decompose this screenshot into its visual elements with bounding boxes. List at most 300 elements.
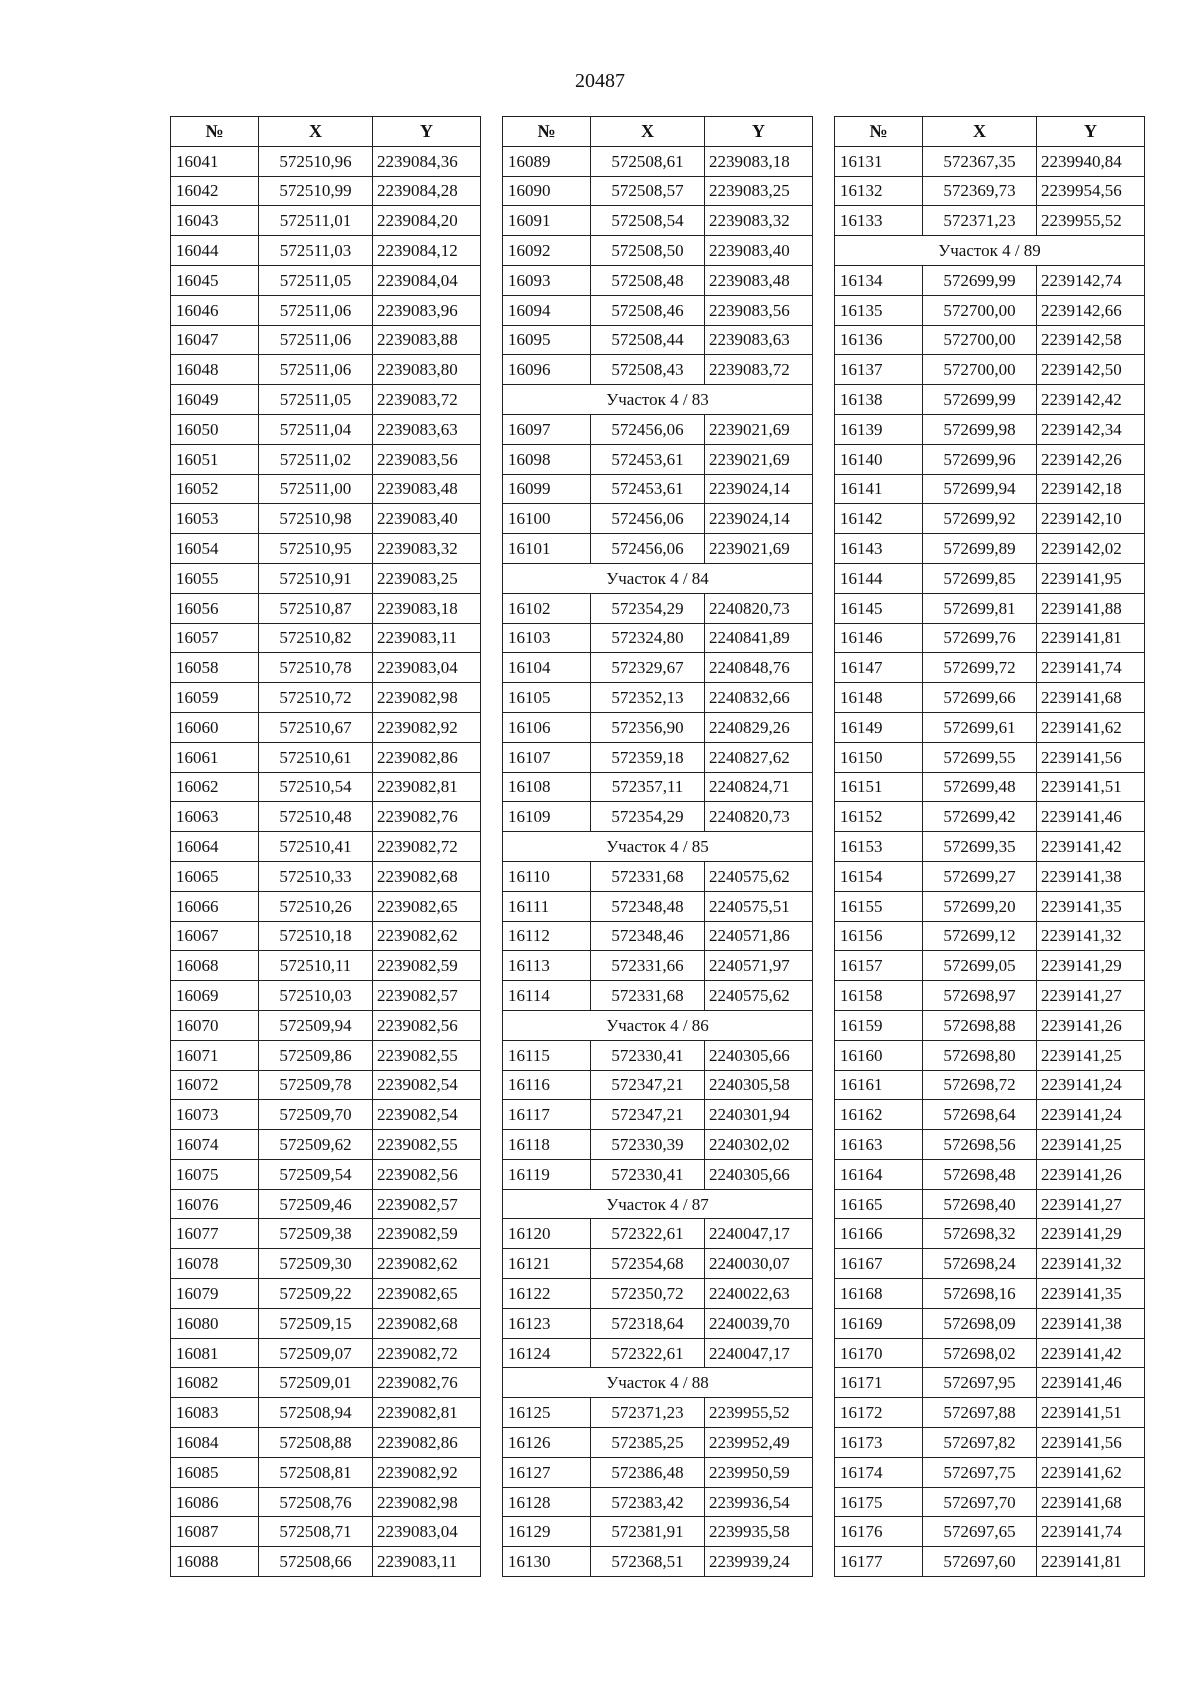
point-number: 16129: [503, 1517, 591, 1547]
point-number: 16042: [171, 176, 259, 206]
y-coordinate: 2239082,62: [373, 921, 481, 951]
point-number: 16154: [835, 861, 923, 891]
x-coordinate: 572509,01: [259, 1368, 373, 1398]
table-row: [835, 772, 1145, 802]
table-row: [503, 623, 813, 653]
point-number: 16162: [835, 1100, 923, 1130]
table-row: [835, 623, 1145, 653]
section-row: [503, 1189, 813, 1219]
y-coordinate: 2239141,74: [1037, 1517, 1145, 1547]
table-row: [835, 1547, 1145, 1577]
x-coordinate: 572509,70: [259, 1100, 373, 1130]
y-coordinate: 2239083,48: [373, 474, 481, 504]
y-coordinate: 2239141,62: [1037, 712, 1145, 742]
table-row: [835, 1487, 1145, 1517]
x-coordinate: 572508,66: [259, 1547, 373, 1577]
point-number: 16085: [171, 1457, 259, 1487]
x-coordinate: 572698,09: [923, 1308, 1037, 1338]
x-coordinate: 572511,01: [259, 206, 373, 236]
y-coordinate: 2239083,04: [373, 653, 481, 683]
table-header-row: [835, 117, 1145, 147]
y-coordinate: 2239083,72: [705, 355, 813, 385]
y-coordinate: 2239021,69: [705, 534, 813, 564]
table-row: [835, 802, 1145, 832]
x-coordinate: 572509,15: [259, 1308, 373, 1338]
x-coordinate: 572509,54: [259, 1159, 373, 1189]
x-coordinate: 572510,72: [259, 683, 373, 713]
table-row: [503, 981, 813, 1011]
point-number: 16151: [835, 772, 923, 802]
table-row: [835, 1070, 1145, 1100]
y-coordinate: 2239083,80: [373, 355, 481, 385]
y-coordinate: 2239083,56: [373, 444, 481, 474]
x-coordinate: 572509,62: [259, 1130, 373, 1160]
x-coordinate: 572509,22: [259, 1279, 373, 1309]
table-row: [171, 1279, 481, 1309]
point-number: 16106: [503, 712, 591, 742]
table-row: [171, 1398, 481, 1428]
y-coordinate: 2239935,58: [705, 1517, 813, 1547]
y-coordinate: 2239141,26: [1037, 1010, 1145, 1040]
section-row: [835, 236, 1145, 266]
x-coordinate: 572697,88: [923, 1398, 1037, 1428]
x-coordinate: 572322,61: [591, 1338, 705, 1368]
point-number: 16173: [835, 1428, 923, 1458]
y-coordinate: 2239083,32: [373, 534, 481, 564]
x-coordinate: 572697,95: [923, 1368, 1037, 1398]
point-number: 16066: [171, 891, 259, 921]
point-number: 16070: [171, 1010, 259, 1040]
x-coordinate: 572352,13: [591, 683, 705, 713]
point-number: 16130: [503, 1547, 591, 1577]
point-number: 16119: [503, 1159, 591, 1189]
point-number: 16080: [171, 1308, 259, 1338]
point-number: 16041: [171, 146, 259, 176]
table-row: [503, 414, 813, 444]
point-number: 16091: [503, 206, 591, 236]
point-number: 16079: [171, 1279, 259, 1309]
point-number: 16165: [835, 1189, 923, 1219]
y-coordinate: 2239141,46: [1037, 802, 1145, 832]
table-row: [503, 1040, 813, 1070]
y-coordinate: 2239083,88: [373, 325, 481, 355]
header-number: №: [503, 117, 591, 147]
x-coordinate: 572697,75: [923, 1457, 1037, 1487]
y-coordinate: 2240047,17: [705, 1219, 813, 1249]
table-row: [835, 1219, 1145, 1249]
y-coordinate: 2239082,65: [373, 891, 481, 921]
point-number: 16100: [503, 504, 591, 534]
table-row: [835, 563, 1145, 593]
y-coordinate: 2239141,68: [1037, 683, 1145, 713]
table-row: [835, 265, 1145, 295]
x-coordinate: 572509,07: [259, 1338, 373, 1368]
y-coordinate: 2239955,52: [1037, 206, 1145, 236]
point-number: 16144: [835, 563, 923, 593]
y-coordinate: 2239141,24: [1037, 1100, 1145, 1130]
y-coordinate: 2239142,58: [1037, 325, 1145, 355]
y-coordinate: 2239955,52: [705, 1398, 813, 1428]
table-row: [503, 236, 813, 266]
point-number: 16128: [503, 1487, 591, 1517]
x-coordinate: 572510,91: [259, 563, 373, 593]
x-coordinate: 572508,76: [259, 1487, 373, 1517]
point-number: 16054: [171, 534, 259, 564]
x-coordinate: 572510,95: [259, 534, 373, 564]
x-coordinate: 572510,26: [259, 891, 373, 921]
table-row: [171, 1428, 481, 1458]
header-x: X: [923, 117, 1037, 147]
y-coordinate: 2239141,25: [1037, 1040, 1145, 1070]
table-row: [835, 1398, 1145, 1428]
y-coordinate: 2239082,86: [373, 742, 481, 772]
y-coordinate: 2239141,35: [1037, 891, 1145, 921]
x-coordinate: 572509,78: [259, 1070, 373, 1100]
x-coordinate: 572510,18: [259, 921, 373, 951]
table-row: [503, 1249, 813, 1279]
point-number: 16169: [835, 1308, 923, 1338]
x-coordinate: 572699,27: [923, 861, 1037, 891]
x-coordinate: 572511,00: [259, 474, 373, 504]
x-coordinate: 572330,39: [591, 1130, 705, 1160]
point-number: 16138: [835, 385, 923, 415]
point-number: 16090: [503, 176, 591, 206]
x-coordinate: 572698,72: [923, 1070, 1037, 1100]
y-coordinate: 2239082,57: [373, 981, 481, 1011]
x-coordinate: 572699,94: [923, 474, 1037, 504]
point-number: 16146: [835, 623, 923, 653]
x-coordinate: 572510,78: [259, 653, 373, 683]
point-number: 16065: [171, 861, 259, 891]
table-row: [171, 951, 481, 981]
y-coordinate: 2239082,54: [373, 1100, 481, 1130]
table-row: [171, 1249, 481, 1279]
point-number: 16170: [835, 1338, 923, 1368]
y-coordinate: 2240305,66: [705, 1159, 813, 1189]
x-coordinate: 572697,70: [923, 1487, 1037, 1517]
x-coordinate: 572509,30: [259, 1249, 373, 1279]
point-number: 16074: [171, 1130, 259, 1160]
x-coordinate: 572698,97: [923, 981, 1037, 1011]
x-coordinate: 572510,82: [259, 623, 373, 653]
point-number: 16150: [835, 742, 923, 772]
y-coordinate: 2240827,62: [705, 742, 813, 772]
table-row: [171, 653, 481, 683]
table-row: [171, 1338, 481, 1368]
y-coordinate: 2239141,32: [1037, 921, 1145, 951]
table-row: [835, 444, 1145, 474]
x-coordinate: 572699,55: [923, 742, 1037, 772]
y-coordinate: 2239083,96: [373, 295, 481, 325]
x-coordinate: 572371,23: [923, 206, 1037, 236]
table-row: [503, 951, 813, 981]
x-coordinate: 572699,85: [923, 563, 1037, 593]
table-row: [835, 653, 1145, 683]
section-title: Участок 4 / 88: [503, 1368, 813, 1398]
point-number: 16104: [503, 653, 591, 683]
point-number: 16166: [835, 1219, 923, 1249]
table-row: [835, 1100, 1145, 1130]
table-row: [171, 981, 481, 1011]
point-number: 16159: [835, 1010, 923, 1040]
y-coordinate: 2239082,68: [373, 1308, 481, 1338]
point-number: 16076: [171, 1189, 259, 1219]
table-row: [503, 1547, 813, 1577]
y-coordinate: 2239083,72: [373, 385, 481, 415]
point-number: 16140: [835, 444, 923, 474]
x-coordinate: 572348,46: [591, 921, 705, 951]
point-number: 16062: [171, 772, 259, 802]
x-coordinate: 572331,66: [591, 951, 705, 981]
y-coordinate: 2239082,56: [373, 1010, 481, 1040]
y-coordinate: 2240571,86: [705, 921, 813, 951]
y-coordinate: 2239141,81: [1037, 1547, 1145, 1577]
x-coordinate: 572511,05: [259, 385, 373, 415]
point-number: 16060: [171, 712, 259, 742]
x-coordinate: 572508,94: [259, 1398, 373, 1428]
table-row: [503, 1398, 813, 1428]
y-coordinate: 2239082,81: [373, 1398, 481, 1428]
x-coordinate: 572510,67: [259, 712, 373, 742]
table-row: [835, 206, 1145, 236]
point-number: 16153: [835, 832, 923, 862]
point-number: 16110: [503, 861, 591, 891]
x-coordinate: 572700,00: [923, 355, 1037, 385]
point-number: 16069: [171, 981, 259, 1011]
y-coordinate: 2239142,42: [1037, 385, 1145, 415]
table-row: [171, 504, 481, 534]
point-number: 16135: [835, 295, 923, 325]
point-number: 16171: [835, 1368, 923, 1398]
x-coordinate: 572511,06: [259, 325, 373, 355]
y-coordinate: 2239141,56: [1037, 1428, 1145, 1458]
x-coordinate: 572508,54: [591, 206, 705, 236]
y-coordinate: 2239024,14: [705, 504, 813, 534]
header-number: №: [835, 117, 923, 147]
x-coordinate: 572698,16: [923, 1279, 1037, 1309]
x-coordinate: 572383,42: [591, 1487, 705, 1517]
table-row: [835, 1457, 1145, 1487]
point-number: 16108: [503, 772, 591, 802]
point-number: 16055: [171, 563, 259, 593]
x-coordinate: 572697,82: [923, 1428, 1037, 1458]
y-coordinate: 2239141,42: [1037, 832, 1145, 862]
coordinates-table-3: [834, 116, 1145, 1577]
table-row: [503, 1100, 813, 1130]
table-header-row: [503, 117, 813, 147]
y-coordinate: 2240824,71: [705, 772, 813, 802]
point-number: 16058: [171, 653, 259, 683]
section-title: Участок 4 / 89: [835, 236, 1145, 266]
x-coordinate: 572356,90: [591, 712, 705, 742]
table-row: [835, 1517, 1145, 1547]
table-row: [835, 683, 1145, 713]
y-coordinate: 2239142,50: [1037, 355, 1145, 385]
point-number: 16113: [503, 951, 591, 981]
y-coordinate: 2239141,27: [1037, 981, 1145, 1011]
point-number: 16139: [835, 414, 923, 444]
point-number: 16095: [503, 325, 591, 355]
point-number: 16122: [503, 1279, 591, 1309]
point-number: 16125: [503, 1398, 591, 1428]
y-coordinate: 2240030,07: [705, 1249, 813, 1279]
y-coordinate: 2239141,95: [1037, 563, 1145, 593]
table-row: [171, 474, 481, 504]
y-coordinate: 2239082,81: [373, 772, 481, 802]
y-coordinate: 2239083,18: [705, 146, 813, 176]
table-row: [835, 1130, 1145, 1160]
y-coordinate: 2239142,10: [1037, 504, 1145, 534]
point-number: 16163: [835, 1130, 923, 1160]
x-coordinate: 572699,05: [923, 951, 1037, 981]
point-number: 16152: [835, 802, 923, 832]
table-row: [503, 504, 813, 534]
table-row: [503, 1517, 813, 1547]
x-coordinate: 572699,92: [923, 504, 1037, 534]
y-coordinate: 2240841,89: [705, 623, 813, 653]
y-coordinate: 2240829,26: [705, 712, 813, 742]
y-coordinate: 2239141,29: [1037, 951, 1145, 981]
point-number: 16174: [835, 1457, 923, 1487]
y-coordinate: 2239940,84: [1037, 146, 1145, 176]
table-row: [503, 1428, 813, 1458]
x-coordinate: 572456,06: [591, 414, 705, 444]
point-number: 16067: [171, 921, 259, 951]
x-coordinate: 572453,61: [591, 474, 705, 504]
x-coordinate: 572509,94: [259, 1010, 373, 1040]
table-row: [503, 176, 813, 206]
point-number: 16089: [503, 146, 591, 176]
table-row: [503, 683, 813, 713]
table-row: [171, 1159, 481, 1189]
y-coordinate: 2240820,73: [705, 593, 813, 623]
x-coordinate: 572508,71: [259, 1517, 373, 1547]
y-coordinate: 2239141,25: [1037, 1130, 1145, 1160]
header-x: X: [259, 117, 373, 147]
y-coordinate: 2239082,55: [373, 1040, 481, 1070]
point-number: 16177: [835, 1547, 923, 1577]
table-row: [171, 1040, 481, 1070]
table-row: [171, 295, 481, 325]
table-row: [835, 1040, 1145, 1070]
point-number: 16057: [171, 623, 259, 653]
table-row: [835, 1338, 1145, 1368]
x-coordinate: 572368,51: [591, 1547, 705, 1577]
point-number: 16077: [171, 1219, 259, 1249]
x-coordinate: 572508,50: [591, 236, 705, 266]
point-number: 16160: [835, 1040, 923, 1070]
point-number: 16092: [503, 236, 591, 266]
table-row: [171, 1547, 481, 1577]
table-row: [503, 1130, 813, 1160]
x-coordinate: 572330,41: [591, 1040, 705, 1070]
x-coordinate: 572699,96: [923, 444, 1037, 474]
y-coordinate: 2239082,57: [373, 1189, 481, 1219]
point-number: 16164: [835, 1159, 923, 1189]
point-number: 16049: [171, 385, 259, 415]
x-coordinate: 572347,21: [591, 1100, 705, 1130]
point-number: 16059: [171, 683, 259, 713]
point-number: 16102: [503, 593, 591, 623]
x-coordinate: 572698,32: [923, 1219, 1037, 1249]
point-number: 16124: [503, 1338, 591, 1368]
table-row: [503, 474, 813, 504]
table-row: [503, 1487, 813, 1517]
point-number: 16126: [503, 1428, 591, 1458]
y-coordinate: 2239084,28: [373, 176, 481, 206]
table-row: [171, 563, 481, 593]
x-coordinate: 572357,11: [591, 772, 705, 802]
y-coordinate: 2240575,62: [705, 981, 813, 1011]
x-coordinate: 572511,02: [259, 444, 373, 474]
table-header-row: [171, 117, 481, 147]
x-coordinate: 572510,54: [259, 772, 373, 802]
table-row: [171, 355, 481, 385]
y-coordinate: 2239141,46: [1037, 1368, 1145, 1398]
x-coordinate: 572367,35: [923, 146, 1037, 176]
y-coordinate: 2239082,56: [373, 1159, 481, 1189]
section-title: Участок 4 / 84: [503, 563, 813, 593]
x-coordinate: 572698,88: [923, 1010, 1037, 1040]
header-y: Y: [1037, 117, 1145, 147]
table-row: [171, 146, 481, 176]
y-coordinate: 2239021,69: [705, 444, 813, 474]
table-row: [503, 1338, 813, 1368]
x-coordinate: 572330,41: [591, 1159, 705, 1189]
point-number: 16136: [835, 325, 923, 355]
y-coordinate: 2239142,18: [1037, 474, 1145, 504]
point-number: 16075: [171, 1159, 259, 1189]
x-coordinate: 572510,61: [259, 742, 373, 772]
x-coordinate: 572508,57: [591, 176, 705, 206]
x-coordinate: 572508,44: [591, 325, 705, 355]
x-coordinate: 572699,20: [923, 891, 1037, 921]
point-number: 16086: [171, 1487, 259, 1517]
point-number: 16127: [503, 1457, 591, 1487]
point-number: 16158: [835, 981, 923, 1011]
table-row: [835, 504, 1145, 534]
y-coordinate: 2239950,59: [705, 1457, 813, 1487]
y-coordinate: 2240820,73: [705, 802, 813, 832]
x-coordinate: 572511,05: [259, 265, 373, 295]
y-coordinate: 2240575,51: [705, 891, 813, 921]
table-row: [835, 414, 1145, 444]
point-number: 16051: [171, 444, 259, 474]
point-number: 16050: [171, 414, 259, 444]
table-row: [171, 265, 481, 295]
x-coordinate: 572699,99: [923, 265, 1037, 295]
table-row: [835, 355, 1145, 385]
x-coordinate: 572508,48: [591, 265, 705, 295]
x-coordinate: 572385,25: [591, 1428, 705, 1458]
point-number: 16134: [835, 265, 923, 295]
x-coordinate: 572386,48: [591, 1457, 705, 1487]
x-coordinate: 572354,29: [591, 802, 705, 832]
x-coordinate: 572511,06: [259, 355, 373, 385]
table-row: [503, 593, 813, 623]
table-row: [171, 921, 481, 951]
table-row: [503, 534, 813, 564]
table-row: [503, 891, 813, 921]
table-row: [503, 1457, 813, 1487]
y-coordinate: 2240047,17: [705, 1338, 813, 1368]
point-number: 16063: [171, 802, 259, 832]
table-row: [835, 1010, 1145, 1040]
x-coordinate: 572348,48: [591, 891, 705, 921]
table-row: [835, 1249, 1145, 1279]
y-coordinate: 2239141,62: [1037, 1457, 1145, 1487]
y-coordinate: 2239082,72: [373, 1338, 481, 1368]
